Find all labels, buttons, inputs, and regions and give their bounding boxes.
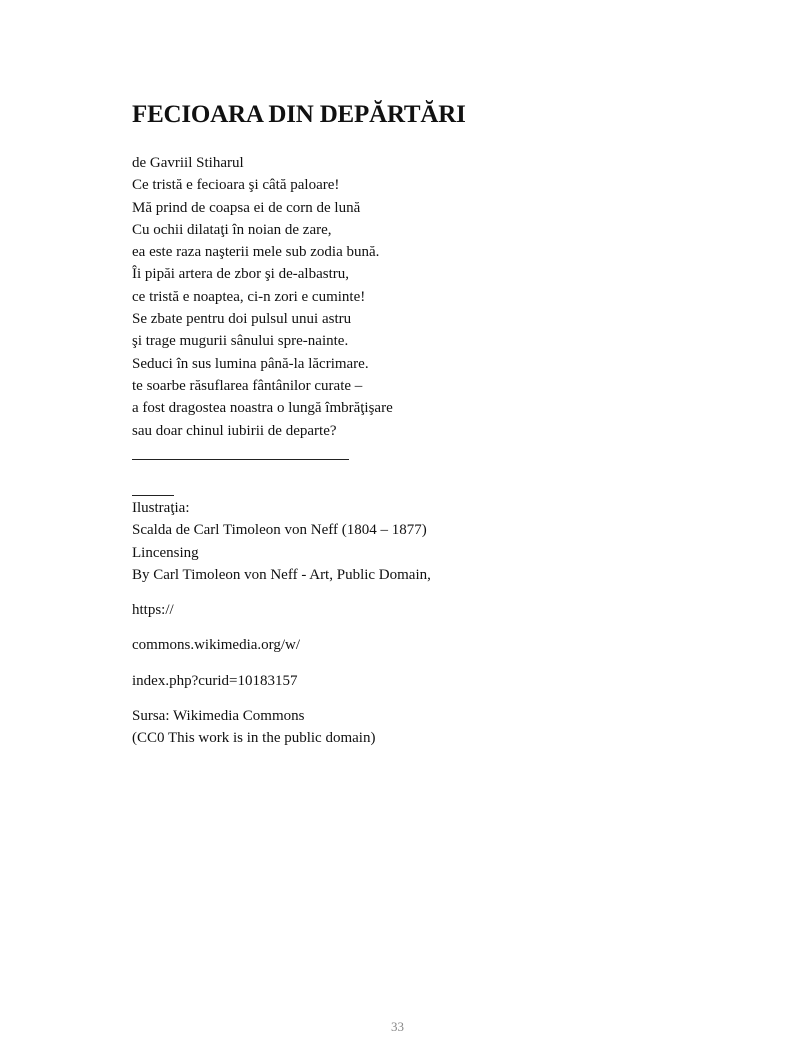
page-title: FECIOARA DIN DEPĂRTĂRI xyxy=(132,101,466,128)
section-divider xyxy=(132,459,349,460)
poem-line: te soarbe răsuflarea fântânilor curate – xyxy=(132,377,363,394)
byline: de Gavriil Stiharul xyxy=(132,155,244,171)
poem-line: şi trage mugurii sânului spre-nainte. xyxy=(132,333,349,350)
source-credit: Sursa: Wikimedia Commons xyxy=(132,708,305,725)
source-link-part[interactable]: commons.wikimedia.org/w/ xyxy=(132,637,301,654)
footnote-divider xyxy=(132,495,174,496)
licensing-label: Lincensing xyxy=(132,544,199,561)
license-note: (CC0 This work is in the public domain) xyxy=(132,730,376,747)
poem-line: Seduci în sus lumina până-la lăcrimare. xyxy=(132,355,369,372)
author-credit: By Carl Timoleon von Neff - Art, Public Domain, xyxy=(132,566,431,583)
poem-line: sau doar chinul iubirii de departe? xyxy=(132,422,337,439)
illustration-label: Ilustraţia: xyxy=(132,500,190,516)
illustration-credits xyxy=(132,497,431,750)
poem-line: Mă prind de coapsa ei de corn de lună xyxy=(132,199,361,216)
poem xyxy=(132,152,393,442)
painting-credit: Scalda de Carl Timoleon von Neff (1804 – 1877) xyxy=(132,522,427,539)
poem-line: Cu ochii dilataţi în noian de zare, xyxy=(132,221,332,238)
poem-line: ce tristă e noaptea, ci-n zori e cuminte! xyxy=(132,288,366,305)
poem-line: Îi pipăi artera de zbor şi de-albastru, xyxy=(132,266,349,283)
source-link-part[interactable]: https:// xyxy=(132,602,174,619)
poem-line: Ce tristă e fecioara şi câtă paloare! xyxy=(132,177,340,194)
source-link-part[interactable]: index.php?curid=10183157 xyxy=(132,672,298,689)
poem-line: a fost dragostea noastra o lungă îmbrăţişare xyxy=(132,400,393,417)
poem-line: Se zbate pentru doi pulsul unui astru xyxy=(132,311,352,328)
poem-line: ea este raza naşterii mele sub zodia bună. xyxy=(132,244,380,261)
page-number: 33 xyxy=(391,1019,404,1034)
